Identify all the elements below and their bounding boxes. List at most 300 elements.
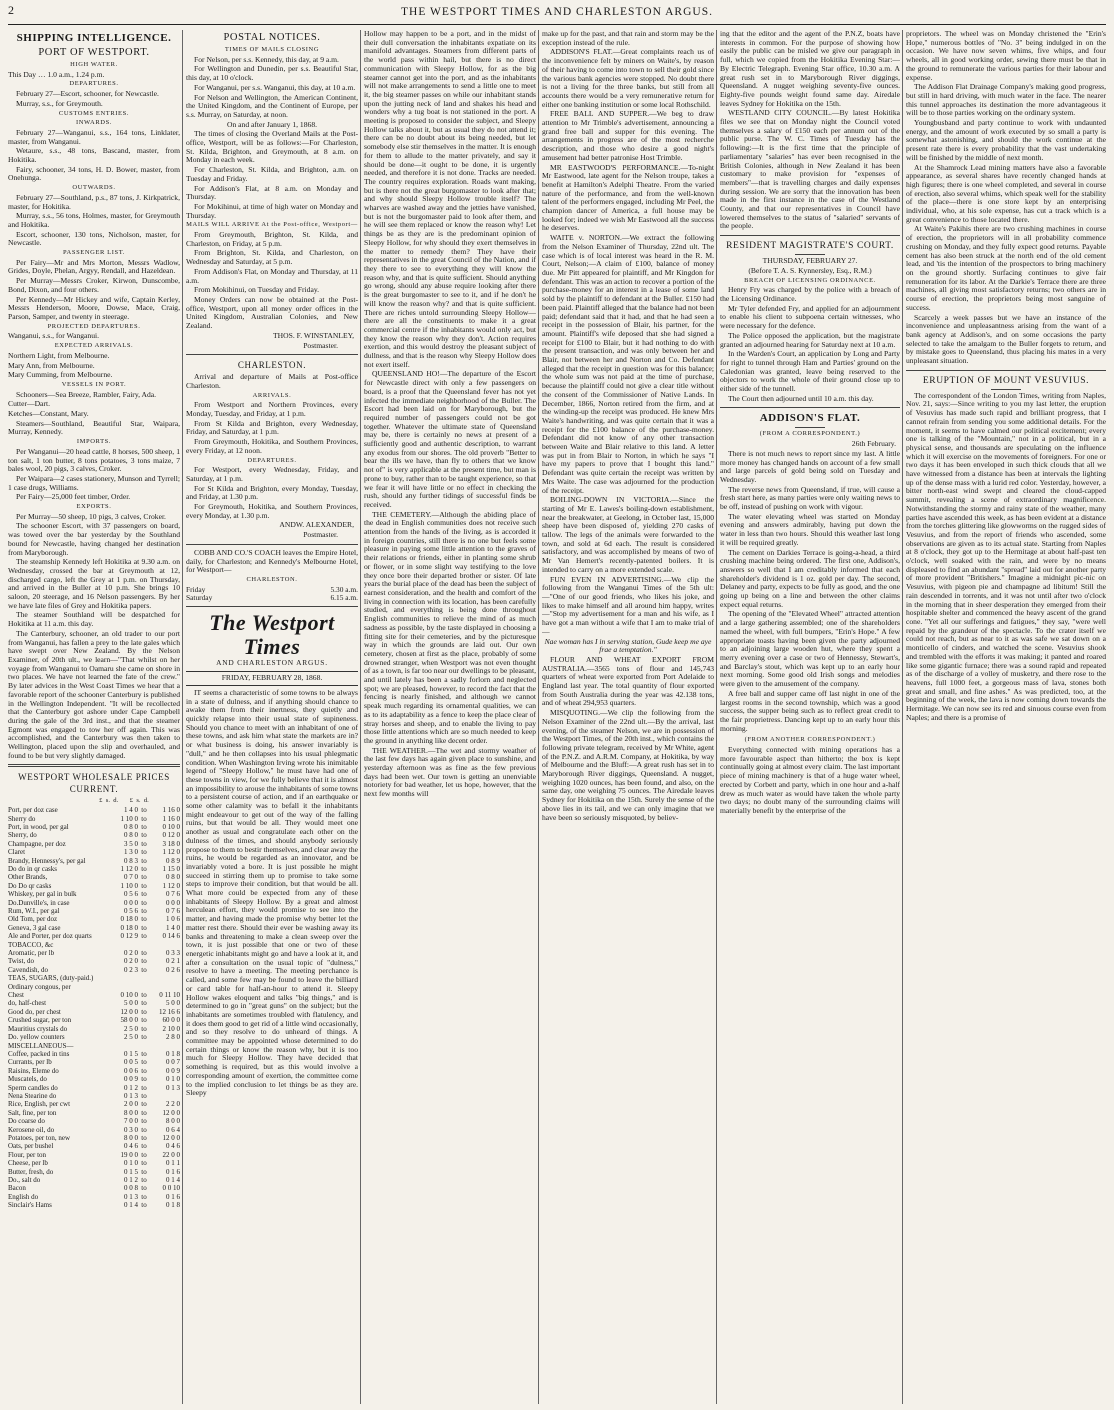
prices-row — [8, 1193, 180, 1201]
price-item: Aromatic, per lb — [8, 949, 55, 958]
prices-row — [8, 932, 180, 940]
running-title: THE WESTPORT TIMES AND CHARLESTON ARGUS. — [401, 6, 713, 18]
price-to: to — [141, 1108, 147, 1117]
price-item: Sherry, do — [8, 831, 37, 840]
price-item: Oats, per bushel — [8, 1142, 54, 1151]
article-paragraph: The Addison Flat Drainage Company's making good progress, but still in hard driving, with much water in the face. The nearer this tunnel approaches its destination the more advantageous it will be to those parties working on the ordinary system. — [906, 82, 1106, 118]
prices-table — [8, 806, 180, 1210]
article-paragraph: QUEENSLAND HO!—The departure of the Escort for Newcastle direct with only a few passengers on board, is a proof that the Queensland fever has not yet infected the immediate neighborhood of the Buller. The Escort had been laid on for Maryborough, but the required number of passengers could not be got together. Whatever the ultimate state of Queensland may be, there is certainly no news at present of a sufficiently good and authentic description, to warrant any exodus from our shores. The old proverb "Better to bear the ills we have, than fly to others that we know not of" is very applicable at the present time, but man is prone to buy, rather than to be taught experience, so that we fear it will have little or no effect in checking the rush, should any further tidings of successful finds be received. — [364, 369, 536, 509]
postal-item: For Charleston, St. Kilda, and Brighton, a.m. on Tuesday and Friday. — [186, 165, 358, 183]
price-high: 5 0 0 — [166, 999, 180, 1008]
arrivals-item: From St Kilda and Brighton, every Wednesday, Friday, and Saturday, at 1 p.m. — [186, 418, 358, 437]
projected-label: PROJECTED DEPARTURES. — [47, 322, 141, 330]
price-low: 2 5 0 — [124, 1033, 138, 1042]
price-item: Brandy, Hennessy's, per gal — [8, 856, 86, 865]
postal-signature-title: Postmaster. — [303, 340, 338, 350]
price-high: 2 10 0 — [162, 1024, 180, 1033]
outwards-item: Escort, schooner, 130 tons, Nicholson, master, for Newcastle. — [8, 229, 180, 248]
coach-row — [186, 594, 358, 602]
price-item: Salt, fine, per ton — [8, 1108, 57, 1117]
price-high: 0 8 0 — [166, 873, 180, 882]
mails-item: From Brighton, St. Kilda, and Charleston, on Wednesday and Saturday, at 5 p.m. — [186, 248, 358, 267]
article-paragraph: WESTLAND CITY COUNCIL.—By latest Hokitika files we see that on Monday night the Council voted themselves a salary of £150 each per annum out of the public purse. The W. C. Times of Tuesday has the following:—It is the first time that the principle of parliamentary "salaries" has ever been recognised in the British Colonies, although in New Zealand it has been customary to make provision for "expenses of members"—that is travelling charges and daily expenses during session. We are sorry that the innovation has been made in the first instance in the case of the Westland County, and that our representatives in Council have lowered themselves to the status of "salaried" servants of the people. — [720, 108, 900, 231]
departure-item: February 27—Escort, schooner, for Newcastle. — [16, 89, 159, 99]
another-paragraph: Everything connected with mining operations has a more favourable aspect than hitherto; the box is kept continually going at almost every claim. The last important piece of mining machinery is that of a huge water wheel, erected by Corbett and party, which in one hour and a-half drew as much water as would have taken the whole party two days; no doubt many of the surrounding claims will materially benefit by the enterprise of the — [720, 745, 900, 815]
prices-row — [8, 857, 180, 865]
editorial-paragraph: IT seems a characteristic of some towns to be always in a state of dulness, and if anything should chance to awake them from their inertness, they quietly and quickly relapse into their usual state of supineness. Should you chance to meet with an inhabitant of one of these towns, and ask him what state the markets are in? or what business is doing, his answer invariably is "dull," and he then collapses into his usual phlegmatic condition. When Washington Irving wrote his inimitable legend of "Sleepy Hollow," he must have had one of these towns in view, for we fully believe that it is almost an impossibility to arouse the inhabitants of some towns to a persistent course of action, and if an earthquake or some other calamity was to befall it the inhabitants might endeavour to get out of the way of the falling ruins, but that would be all. They would meet one another as usual and congratulate each other on the dulness of the times, and should anybody seriously propose to them to bestir themselves, and clear away the ruins, he would be regarded as an innovator, and be invariably voted a bore. It is just possible he might succeed in stirring them up to promise to take some steps to improve their condition, but that would be all. What more could be expected from any of these inhabitants of Sleepy Hollow. By a great and almost herculean effort, they would promise to see into the matter, and having made the promise why better let the matter rest there. Should their ever be washing away its banks and threatening to make a clean sweep over the town, it is just possible that one or two of these energetic inhabitants might go and have a look at it, and after a consultation on the usual topic of "dulness," resolve to have a meeting. The meeting perchance is called, and some few may be found to leave the billiard or card table for half-an-hour to attend it. Sleepy Hollow wakes eloquent and talks "big things," and is determined to go in "great guns" on the subject; but the inhabitants are sometimes troubled with flatulency, and it does them good to get rid of a little wind occasionally, and so they resolve to do unheard of things. A committee may be appointed whose determined to do certain things or know the reason why, but it is too much for Sleepy Hollow. They have decided that something is required, but as this would involve a corresponding amount of exertion, the committee come to the implied conclusion to let things be as they are. Sleepy — [186, 687, 358, 1098]
price-low: 3 5 0 — [124, 839, 138, 848]
price-high: 0 6 4 — [166, 1125, 180, 1134]
addison-paragraph: The cement on Darkies Terrace is going-a-head, a third crushing machine being ordered. The first one, Addison's, answers so well that I am creditably informed that each shareholder's dividend is 1 oz. gold per day. The second, Delaney and party, expects to be fully as good, and the one going up being on a line and between the other claims expect equal returns. — [720, 547, 900, 609]
prices-row — [8, 1092, 180, 1100]
departures-label: DEPARTURES. — [69, 80, 119, 88]
expected-item: Mary Cumming, from Melbourne. — [8, 370, 113, 380]
court-paragraph: In the Warden's Court, an application by Long and Party for right to tunnel through Ham and Parties' ground on the Caledonian was granted, leave being reserved to the objectors to work the whole of their ground close up to either side of the tunnell. — [720, 349, 900, 394]
passenger-item: Per Kennedy—Mr Hickey and wife, Captain Kerley, Messrs Henderson, Moore, Dowse, Mace, Craig, Parson, Samper, and twenty in steerage. — [8, 294, 180, 321]
page-number: 2 — [8, 3, 14, 17]
price-low: 0 5 6 — [124, 907, 138, 916]
price-low: 1 4 0 — [124, 806, 138, 815]
postal-item: For Nelson, per s.s. Kennedy, this day, at 9 a.m. — [194, 54, 339, 64]
column-1 — [8, 30, 180, 1404]
price-low: 0 2 0 — [124, 957, 138, 966]
prices-row — [8, 1008, 180, 1016]
price-to: to — [141, 1133, 147, 1142]
section-rule — [186, 544, 358, 545]
price-low: 0 1 3 — [124, 1192, 138, 1201]
price-item: Geneva, 3 gal case — [8, 923, 61, 932]
addison-paragraph: The water elevating wheel was started on Monday evening and answers admirably, having put down the water in less than two hours. Should this weather last long it will be required greatly. — [720, 511, 900, 547]
postal-item: For Wanganui, per s.s. Wanganui, this day, at 10 a.m. — [194, 82, 356, 92]
price-item: Crushed sugar, per ton — [8, 1016, 72, 1025]
price-item: Sherry do — [8, 814, 36, 823]
price-low: 1 12 0 — [120, 864, 138, 873]
price-high: 0 1 3 — [166, 1083, 180, 1092]
article-paragraph: BOILING-DOWN IN VICTORIA.—Since the starting of Mr E. Lawes's boiling-down establishment, near the breakwater, at Geelong, in October last, 15,000 sheep have been disposed of, yielding 270 casks of tallow. The legs of the animals were forwarded to the town, and sold at 6d each. The result is considered satisfactory, and was accomplished by means of two of Mr Van Hemert's recently-patented boilers. It is intended to carry on a more extended scale. — [542, 495, 714, 574]
price-high: 0 7 6 — [166, 907, 180, 916]
price-low: 0 7 0 — [124, 873, 138, 882]
article-paragraph: FUN EVEN IN ADVERTISING.—We clip the following from the Wanganui Times of the 5th ult:—"One of our good friends, who likes his joke, and likes to make himself and all around him happy, writes—"Stop my advertisement for a man and his wife, as I have got a man without a wife that I am to make trial of— — [542, 574, 714, 636]
prices-section-row — [8, 983, 180, 991]
vesuvius-paragraph: The correspondent of the London Times, writing from Naples, Nov. 21, says:—Since writing to you my last letter, the eruption of Vesuvius has made such rapid and brilliant progress, that I cannot refrain from sending you some additional details. For the moment, it seems to have calmed our political excitement; every one is talking of the "Mountain," not in a political, but in a physical sense, and thousands are speculating on the influence which it will exercise on the movements of foreigners. For one or two days it has been enveloped in such thick clouds that all we have witnessed from a distance has been at intervals the lighting up of the dense mass with a lurid red color. Yesterday, however, a bitter north-east wind swept and cleared the cloud-capped summit, revealing a scene of extraordinary magnificence. Notwithstanding the stormy and rainy state of the weather, many parties have ascended this week, as has been evident at a distance from the torches glittering like glowworms on the rugged sides of Vesuvius, and from the report of friends who ascended, some observations are given as to its actual state. Starting from Naples at 8 o'clock, they got up to the Hermitage at about half-past ten o'clock, well soaked with the rain, and were by no means displeased to find an abundant "spread" laid out for another party of more provident "Britishers." Imagine a midnight pic-nic on Vesuvius, with pigeon pie and champagne ad libitum! Still the rain descended in torrents, and it was not until after two o'clock in the morning that in sheer desperation they emerged from their hospitable shelter and commenced the heavy ascent of the grand cone. "Yet all our sufferings and fatigues," they say, "were well repaid by the grandeur of the spectacle. To the crater itself we could not reach, but as near to it as was safe we sat down on a monticello of cinders, and watched the scene. Vesuvius shook and trembled with the efforts it was making; it panted and roared like some gigantic furnace; there was a sound rapid and repeated as of the discharge of a volley of musketry, and there rose to the heavens, full 1000 feet, a gorgeous mass of lava, stones both great and small, and fine ashes." As was predicted, too, at the beginning of the week, the lava is now coming down towards the Hermitage. We can now see its red and sinuous course even from Naples; and there is a promise of — [906, 390, 1106, 722]
prices-units: £ s. d. £ s. d. — [99, 797, 149, 805]
price-low: 0 8 0 — [124, 831, 138, 840]
price-item: Old Tom, per doz — [8, 915, 58, 924]
price-to: to — [141, 1142, 147, 1151]
prices-section-label: TOBACCO, &c — [8, 940, 54, 949]
expected-item: Mary Ann, from Melbourne. — [8, 360, 95, 370]
column-divider — [182, 30, 183, 1404]
inwards-item: Fairy, schooner, 34 tons, H. D. Bower, master, from Onehunga. — [8, 164, 180, 183]
inwards-label: INWARDS. — [75, 119, 113, 127]
addison-heading: ADDISON'S FLAT. — [759, 412, 861, 425]
article-paragraph: MISQUOTING.—We clip the following from the Nelson Examiner of the 22nd ult.—By the arrival, last evening, of the steamer Nelson, we are in possession of the Westport Times, of the 20th inst., which contains the following private telegram, received by Mr White, agent of the P.N.Z. and A.R.M. Company, at Hokitika, by way of Melbourne and the Bluff:—A great rush has set in to Maryborough River diggings, Queensland. A nugget, weighing 1020 ounces, has been found, and also, on the same day, one weighing 75 ounces. The Airedale leaves Sydney for Hokitika on the 15th. Surely the sense of the above lies in its tail, and we can only imagine that we have been so seriously misquoted, by believ- — [542, 708, 714, 822]
prices-row — [8, 890, 180, 898]
price-low: 1 10 0 — [120, 881, 138, 890]
price-high: 1 0 6 — [166, 915, 180, 924]
price-high: 1 12 0 — [162, 881, 180, 890]
article-paragraph: WAITE v. NORTON.—We extract the following from the Nelson Examiner of Thursday, 22nd ult. The case which is of local interest was heard in the R. M. Court, Nelson;—A claim of £100, balance of money due. Mr Pitt appeared for plaintiff, and Mr Kingdon for defendant. This was an action to recover a portion of the purchase-money for an interest in a lease of some land sold by the plaintiff to defendant at the Buller. £150 had been paid. Plaintiff alleged that the balance had not been paid; defendant said that it had, and that he had seen a receipt in the possession of Blair, his partner, for the amount. Plaintiff's wife deposed that she had signed a receipt for £100 to Blair, but it had nothing to do with the present transaction, and was only between her and Blair, not between her and Norton and Co. Defendant alleged that the receipt in question was for this balance; the whole sum was not paid at the time of purchase, because the plaintiff could not give a clear title without the consent of the Commissioner of Native Lands. In December, 1866, Norton retired from the firm, and at the winding-up the receipt was produced. He knew Mrs Waite's handwriting, and was quite certain that it was a receipt for the £100 balance of the purchase-money. Defendant did not know of any other transaction between Waite and Blair relative to this land. A letter was put in from Blair to Norton, in which he says "I have my papers to prove that I bought this land." Defendant was quite certain the receipt was written by Mrs Waite. The case was adjourned for the production of the receipt. — [542, 233, 714, 495]
departures-item: For Westport, every Wednesday, Friday, and Saturday, at 1 p.m. — [186, 465, 358, 483]
price-low: 0 0 8 — [124, 1184, 138, 1193]
prices-row — [8, 873, 180, 881]
prices-row — [8, 1184, 180, 1192]
addison-date: 26th February. — [851, 439, 896, 449]
price-low: 0 2 0 — [124, 949, 138, 958]
price-to: to — [141, 1150, 147, 1159]
article-paragraph: THE CEMETERY.—Although the abiding place of the dead in English communities does not receive such attention from the hands of the living, as is accorded it in foreign countries, still there is no one but feels some pleasure in paying some little attention to the graves of their relations or friends, either in planting some shrub or flower, or in some slight way testifying to the love they once bore their departed brother or sister. Of late years the burial place of the dead has been the subject of earnest consideration, and the health and comfort of the living in connection with its location, has been carefully studied, and everything is being done throughout English communities to relieve the mind of as much sadness as possible, by the taste displayed in choosing a fitting site for their cemeteries, and by the picturesque way in which the grounds are laid out. Our own cemetery, chosen at first as the place, probably of some drowned stranger, when Westport was not even thought of as a town, is far too near our dwellings to be pleasant, and until lately has been a sadly forlorn and neglected spot; we are pleased, however, to record the fact that the fencing is nearly finished, and although we cannot speak much regarding its ornamental qualities, we can as to its adaptability as a fence to keep the place clear of stray horses and sheep, and to enable the living to pay those little attentions which are so much needed to keep the ground in anything like decent order. — [364, 509, 536, 745]
price-item: do, half-chest — [8, 999, 47, 1008]
court-paragraph: The Court then adjourned until 10 a.m. this day. — [728, 393, 874, 403]
price-high: 8 0 0 — [166, 1117, 180, 1126]
price-high: 0 1 4 — [166, 1176, 180, 1185]
price-high: 0 1 8 — [166, 1201, 180, 1210]
price-high: 0 14 6 — [162, 932, 180, 941]
column-6 — [906, 30, 1106, 1404]
price-high: 60 0 0 — [162, 1016, 180, 1025]
column-2 — [186, 30, 358, 1404]
prices-section-label: Ordinary congous, per — [8, 982, 71, 991]
price-item: Do do in qr casks — [8, 864, 57, 873]
price-low: 0 1 2 — [124, 1083, 138, 1092]
prices-row — [8, 1067, 180, 1075]
passenger-label: PASSENGER LIST. — [62, 249, 126, 257]
price-to: to — [141, 814, 147, 823]
mails-item: Money Orders can now be obtained at the Post-office, Westport, upon all money order offices in the United Kingdom, Australian Colonies, and New Zealand. — [186, 294, 358, 331]
price-low: 0 3 0 — [124, 1125, 138, 1134]
article-paragraph: At Waite's Pakihis there are two crushing machines in course of erection, the proprietors will in all probability commence crushing on Monday, and they fully expect good returns. Payable cement has also been struck at the north end of the old cement lead, and 'tis the intention of the prospectors to bring machinery on the ground shortly. Surfacing continues to give fair remuneration for its labor. At the Darkie's Terrace there are three machines, all giving most satisfactory returns; two others are in course of erection, the proprietors being most sanguine of success. — [906, 224, 1106, 312]
price-to: to — [141, 1016, 147, 1025]
price-high: 0 0 9 — [166, 1066, 180, 1075]
price-to: to — [141, 848, 147, 857]
price-item: Raisins, Eleme do — [8, 1066, 59, 1075]
price-high: 0 8 9 — [166, 856, 180, 865]
price-to: to — [141, 839, 147, 848]
price-item: Do coarse do — [8, 1117, 45, 1126]
prices-row — [8, 1109, 180, 1117]
prices-row — [8, 1151, 180, 1159]
price-low: 0 12 9 — [120, 932, 138, 941]
vessels-label: VESSELS IN PORT. — [61, 380, 127, 388]
price-high: 0 11 10 — [159, 991, 180, 1000]
vessels-item: Cutter—Dart. — [8, 399, 50, 409]
column-4 — [542, 30, 714, 1404]
price-to: to — [141, 1066, 147, 1075]
prices-row — [8, 1126, 180, 1134]
arrivals-item: From Westport and Northern Provinces, every Monday, Tuesday, and Friday, at 1 p.m. — [186, 400, 358, 419]
price-high: 0 12 0 — [162, 831, 180, 840]
running-head — [8, 3, 1106, 22]
price-to: to — [141, 856, 147, 865]
addison-paragraph: The reverse news from Queensland, if true, will cause a fresh start here, as many parties were only waiting news to be off, instead of pushing on work with vigour. — [720, 484, 900, 512]
section-rule — [720, 407, 900, 408]
price-low: 12 0 0 — [120, 1007, 138, 1016]
price-to: to — [141, 1167, 147, 1176]
projected-item: Wanganui, s.s., for Wanganui. — [8, 331, 100, 341]
price-item: Champagne, per doz — [8, 839, 66, 848]
price-low: 0 18 0 — [120, 915, 138, 924]
prices-row — [8, 899, 180, 907]
postal-item: The times of closing the Overland Mails at the Post-office, Westport, will be as follows:—For Charleston, St. Kilda, Brighton, and Greymouth, at 8 a.m. on Monday in each week. — [186, 129, 358, 165]
price-to: to — [141, 873, 147, 882]
price-to: to — [141, 898, 147, 907]
departures-item: For St Kilda and Brighton, every Monday, Tuesday, and Friday, at 1.30 p.m. — [186, 483, 358, 502]
outwards-item: Murray, s.s., 56 tons, Holmes, master, for Greymouth and Hokitika. — [8, 211, 180, 229]
price-high: 22 0 0 — [162, 1150, 180, 1159]
prices-row — [8, 806, 180, 814]
price-to: to — [141, 831, 147, 840]
prices-section-row — [8, 941, 180, 949]
port-heading: PORT OF WESTPORT. — [38, 47, 150, 58]
price-to: to — [141, 1091, 147, 1100]
imports-item: Per Fairy—25,000 feet timber, Order. — [16, 492, 131, 502]
court-paragraph: Henry Fry was charged by the police with a breach of the Licensing Ordinance. — [720, 285, 900, 303]
price-low: 0 18 0 — [120, 923, 138, 932]
price-item: Claret — [8, 848, 26, 857]
addison-paragraph: There is not much news to report since my last. A little more money has changed hands on account of a few small and large parcels of gold being sold on Tuesday and Wednesday. — [720, 448, 900, 484]
price-item: Do Do qr casks — [8, 881, 52, 890]
vessels-item: Ketches—Constant, Mary. — [8, 409, 89, 419]
price-high: 0 0 0 — [166, 898, 180, 907]
postal-item: For Wellington and Dunedin, per s.s. Beautiful Star, this day, at 10 o'clock. — [186, 64, 358, 83]
passenger-item: Per Fairy—Mr and Mrs Morton, Messrs Wadlow, Grides, Doyle, Phelan, Argyy, Rendall, and Hazeldean. — [8, 257, 180, 276]
price-high: 1 12 0 — [162, 848, 180, 857]
price-item: Do., salt do — [8, 1176, 41, 1185]
article-paragraph: make up for the past, and that rain and storm may be the exception instead of the rule. — [542, 30, 714, 47]
price-item: Sinclair's Hams — [8, 1201, 52, 1210]
prices-row — [8, 1176, 180, 1184]
paper-subtitle: AND CHARLESTON ARGUS. — [216, 658, 328, 668]
price-low: 0 1 3 — [124, 1091, 138, 1100]
column-divider — [716, 30, 717, 1404]
mails-item: From Greymouth, Brighton, St. Kilda, and Charleston, on Friday, at 5 p.m. — [186, 230, 358, 248]
paper-title: The Westport Times — [209, 610, 335, 660]
price-item: Do. yellow counters — [8, 1033, 65, 1042]
postal-item: For Nelson and Wellington, the American Continent, the United Kingdom, and the Continent of Europe, per s.s. Murray, on Saturday, at noon. — [186, 92, 358, 119]
price-item: Kerosene oil, do — [8, 1125, 55, 1134]
price-to: to — [141, 1117, 147, 1126]
imports-item: Per Waipara—2 cases stationery, Munson and Tyrrell; 1 case drugs, Williams. — [8, 473, 180, 492]
price-low: 0 1 2 — [124, 1176, 138, 1185]
price-item: Port, in wood, per gal — [8, 822, 69, 831]
price-item: Potatoes, per ton, new — [8, 1133, 71, 1142]
prices-row — [8, 823, 180, 831]
price-to: to — [141, 1083, 147, 1092]
price-to: to — [141, 965, 147, 974]
price-high: 2 8 0 — [166, 1033, 180, 1042]
postal-item: For Mokihinui, at time of high water on Monday and Thursday. — [186, 201, 358, 220]
imports-item: Per Wanganui—20 head cattle, 8 horses, 500 sheep, 1 ton salt, 1 ton butter, 8 tons potatoes, 3 tons maize, 7 bales wool, 20 pigs, 3 calves, Croker. — [8, 446, 180, 474]
price-to: to — [141, 1033, 147, 1042]
price-low: 8 0 0 — [124, 1133, 138, 1142]
price-item: Sperm candles do — [8, 1083, 58, 1092]
price-high: 0 10 0 — [162, 822, 180, 831]
price-high: 12 0 0 — [162, 1108, 180, 1117]
prices-heading: WESTPORT WHOLESALE PRICES CURRENT. — [18, 772, 170, 795]
column-divider — [360, 30, 361, 1404]
price-to: to — [141, 864, 147, 873]
price-low: 0 2 3 — [124, 965, 138, 974]
coach-table — [186, 586, 358, 603]
court-sub: BREACH OF LICENSING ORDINANCE. — [744, 276, 876, 284]
price-low: 0 4 6 — [124, 1142, 138, 1151]
price-high: 0 2 1 — [166, 957, 180, 966]
price-low: 7 0 0 — [124, 1117, 138, 1126]
article-paragraph: THE WEATHER.—The wet and stormy weather of the last few days has again given place to sunshine, and yesterday afternoon was as fine as the few previous days had been wet. Our town is getting an unenviable notoriety for bad weather, let us hope, however, that the next few months will — [364, 745, 536, 799]
addison-from: (FROM A CORRESPONDENT.) — [759, 430, 861, 438]
postal-item: On and after January 1, 1868. — [226, 119, 318, 129]
prices-row — [8, 949, 180, 957]
price-item: Currants, per lb — [8, 1058, 52, 1067]
top-rule — [8, 24, 1106, 25]
addison-paragraph: A free ball and supper came off last night in one of the largest rooms in the second township, which was a good success, the supper being such as to reflect great credit to the fair proprietress. Dancing kept up to an early hour this morning. — [720, 688, 900, 733]
price-low: 8 0 0 — [124, 1108, 138, 1117]
column-3 — [364, 30, 536, 1404]
price-high: 0 1 6 — [166, 1192, 180, 1201]
coach-day: Friday — [186, 584, 206, 594]
postal-signature: THOS. F. WINSTANLEY, — [273, 330, 354, 340]
price-low: 0 0 6 — [124, 1066, 138, 1075]
coach-time: 6.15 a.m. — [330, 593, 358, 603]
coach-day: Saturday — [186, 593, 213, 603]
prices-row — [8, 1033, 180, 1041]
price-high: 0 4 6 — [166, 1142, 180, 1151]
high-water: This Day … 1.0 a.m., 1.24 p.m. — [8, 69, 105, 79]
article-paragraph: FREE BALL AND SUPPER.—We beg to draw attention to Mr Trimble's advertisement, announcing a grand free ball and supper for this evening. The arrangements in progress are of the most recherche description, and those who desire a good night's amusement had better patronise Host Trimble. — [542, 109, 714, 162]
another-from: (FROM ANOTHER CORRESPONDENT.) — [744, 736, 876, 744]
section-rule — [8, 764, 180, 767]
expected-label: EXPECTED ARRIVALS. — [54, 342, 134, 350]
price-item: Port, per doz case — [8, 806, 58, 815]
column-divider — [902, 30, 903, 1404]
price-high: 0 2 6 — [166, 965, 180, 974]
price-high: 0 3 3 — [166, 949, 180, 958]
section-rule — [186, 606, 358, 607]
price-to: to — [141, 1125, 147, 1134]
article-paragraph: ing that the editor and the agent of the P.N.Z, boats have interests in common. For the purpose of showing how easily the public can be misled we give our paragraph in full, which we copied from the Hokitika Evening Star:—By Electric Telegraph. Evening Star office, 10.30 a.m. A great rush set in to Maryborough River diggings, Queensland. A nugget weighing seventy-five ounces. Eighty-five pounds weight found same day. Airedale leaves Sydney for Hokitika on the 15th. — [720, 30, 900, 108]
price-low: 0 0 0 — [124, 898, 138, 907]
price-high: 0 1 8 — [166, 1049, 180, 1058]
passenger-item: Per Murray—Messrs Croker, Kirwon, Dunscombe, Bond, Dixon, and four others. — [8, 276, 180, 294]
price-to: to — [141, 1049, 147, 1058]
price-low: 0 1 5 — [124, 1049, 138, 1058]
price-to: to — [141, 1007, 147, 1016]
high-water-label: HIGH WATER. — [70, 61, 118, 68]
price-item: Rice, English, per cwt — [8, 1100, 71, 1109]
charleston-intro: Arrival and departure of Mails at Post-office Charleston. — [186, 372, 358, 390]
price-low: 5 0 0 — [124, 999, 138, 1008]
price-low: 0 0 9 — [124, 1075, 138, 1084]
expected-item: Northern Light, from Melbourne. — [8, 350, 110, 360]
price-low: 0 0 5 — [124, 1058, 138, 1067]
price-low: 0 1 5 — [124, 1167, 138, 1176]
price-to: to — [141, 923, 147, 932]
postal-heading: POSTAL NOTICES. — [223, 32, 321, 43]
imports-label: IMPORTS. — [76, 438, 112, 446]
price-item: Mauritius crystals do — [8, 1024, 68, 1033]
article-paragraph: proprietors. The wheel was on Monday christened the "Erin's Hope," numerous bottles of "No. 3" being indulged in on the occasion. We have now seven whims, five whips, and four wheels, all in good working order, sewing there must be that in the ground to remunerate the various parties for their labour and expense. — [906, 30, 1106, 82]
price-item: Muscatels, do — [8, 1075, 47, 1084]
arrivals-item: From Greymouth, Hokitika, and Southern Provinces, every Friday, at 12 noon. — [186, 437, 358, 455]
article-paragraph: MR EASTWOOD'S PERFORMANCE.—To-night Mr Eastwood, late agent for the Nelson troupe, takes a benefit at Hamilton's Adelphi Theatre. From the varied nature of the performance, and from the well-known talent of the performers engaged, including Mr Peel, the champion dancer of America, a full house may be looked for; indeed we wish Mr Eastwood all the success he deserves. — [542, 162, 714, 233]
price-item: Flour, per ton — [8, 1150, 47, 1159]
price-item: Good do, per chest — [8, 1007, 61, 1016]
prices-row — [8, 1201, 180, 1209]
vessels-item: Schooners—Sea Breeze, Rambler, Fairy, Ada. — [16, 389, 157, 399]
price-high: 1 16 0 — [162, 814, 180, 823]
price-item: Rum, W.I., per gal — [8, 907, 60, 916]
court-paragraph: The Police opposed the application, but the magistrate granted an adjourned hearing for Saturday next at 10 a.m. — [720, 330, 900, 349]
section-rule — [186, 354, 358, 355]
price-item: Cheese, per lb — [8, 1159, 48, 1168]
prices-row — [8, 907, 180, 915]
prices-row — [8, 999, 180, 1007]
short-rule — [795, 427, 825, 428]
paper-date: FRIDAY, FEBRUARY 28, 1868. — [186, 671, 358, 686]
prices-section-row — [8, 974, 180, 982]
prices-section-label: MISCELLANEOUS— — [8, 1041, 74, 1050]
price-item: Twist, do — [8, 957, 34, 966]
postal-item: For Addison's Flat, at 8 a.m. on Monday and Thursday. — [186, 183, 358, 202]
prices-row — [8, 1168, 180, 1176]
prices-row — [8, 1075, 180, 1083]
outwards-item: February 27—Southland, p.s., 87 tons, J. Kirkpatrick, master, for Hokitika. — [8, 192, 180, 211]
inwards-item: Wetaure, s.s., 48 tons, Bascand, master, from Hokitika. — [8, 146, 180, 165]
departures-label: DEPARTURES. — [247, 456, 297, 464]
coach-sub: CHARLESTON. — [246, 575, 298, 583]
price-high: 12 0 0 — [162, 1133, 180, 1142]
price-to: to — [141, 1058, 147, 1067]
price-item: Ale and Porter, per doz quarts — [8, 932, 92, 941]
price-low: 0 1 0 — [124, 1159, 138, 1168]
price-high: 0 1 0 — [166, 1075, 180, 1084]
prices-section-label: TEAS, SUGARS, (duty-paid.) — [8, 974, 94, 983]
section-rule — [906, 370, 1106, 371]
price-low: 2 0 0 — [124, 1100, 138, 1109]
prices-row — [8, 966, 180, 974]
departures-item: For Greymouth, Hokitika, and Southern Provinces, every Monday, at 1.30 p.m. — [186, 502, 358, 520]
vesuvius-heading: ERUPTION OF MOUNT VESUVIUS. — [922, 375, 1090, 386]
prices-row — [8, 1025, 180, 1033]
prices-row — [8, 1159, 180, 1167]
price-item: Bacon — [8, 1184, 26, 1193]
price-low: 0 8 3 — [124, 856, 138, 865]
coach-time: 5.30 a.m. — [330, 584, 358, 594]
vessels-item: Steamers—Southland, Beautiful Star, Waipara, Murray, Kennedy. — [8, 418, 180, 437]
price-to: to — [141, 907, 147, 916]
outwards-label: OUTWARDS. — [72, 184, 116, 192]
article-paragraph: At the Shamrock Lead mining matters have also a favorable appearance, as several shares have recently changed hands at high figures; there is one wheel completed, and several in course of erection, also several whims, which speak well for the stability of the place—there is one store kept by an enterprising individual, who, at his sole expense, has cut a track which is a great convenience to those located there. — [906, 162, 1106, 224]
price-to: to — [141, 881, 147, 890]
shipping-news: The Canterbury, schooner, an old trader to our port from Wanganui, has fallen a prey to the late gales which have swept over New Zealand. By the Nelson Examiner, of 20th ult., we learn—"That whilst on her voyage from Wanganui to Oamaru she came on shore in two places. We have not learned the fate of the crew." By later advices in the West Coast Times we hear that a favorable report of the schooner Canterbury is published in the Wellington Independent. "It will be recollected that the Canterbury got ashore under Cape Campbell during the gale of the 3rd inst., and that the steamer Egmont was engaged to tow her off again. This was accomplished, and the Canterbury was then taken to Wellington, placed upon the slip and overhauled, and found to be but very slightly damaged. — [8, 628, 180, 760]
price-low: 0 1 4 — [124, 1201, 138, 1210]
court-date: THURSDAY, FEBRUARY 27. — [762, 256, 858, 266]
price-high: 3 18 0 — [162, 839, 180, 848]
prices-row — [8, 957, 180, 965]
prices-row — [8, 848, 180, 856]
charleston-signature-title: Postmaster. — [303, 530, 338, 540]
inwards-item: February 27—Wanganui, s.s., 164 tons, Linklater, master, from Wanganui. — [8, 127, 180, 146]
section-rule — [720, 235, 900, 236]
price-to: to — [141, 1192, 147, 1201]
prices-row — [8, 1050, 180, 1058]
court-before: (Before T. A. S. Kynnersley, Esq., R.M.) — [748, 265, 872, 275]
price-item: Chest — [8, 991, 24, 1000]
shipping-news: The steamer Southland will be despatched for Hokitika at 11 a.m. this day. — [8, 610, 180, 629]
coach-notice: COBB AND CO.'S COACH leaves the Empire Hotel, daily, for Charleston; and Kennedy's Melbourne Hotel, for Westport— — [186, 547, 358, 575]
article-verse: Nae woman has I in serving station, Gude keep me aye frae a temptation." — [544, 636, 712, 655]
prices-section-row — [8, 1042, 180, 1050]
